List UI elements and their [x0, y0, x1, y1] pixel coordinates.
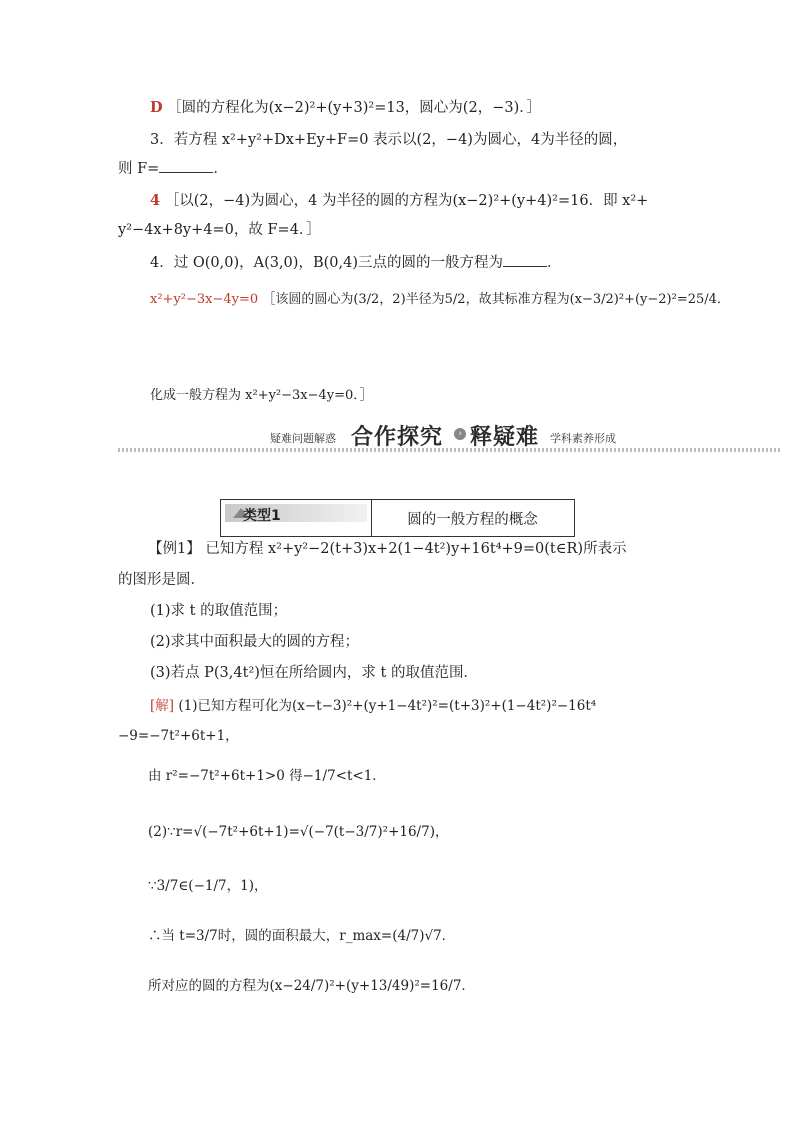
solution-step-6 — [148, 976, 708, 996]
question-3-text-b: 则 F= — [118, 161, 160, 177]
answer-4 — [150, 290, 730, 310]
solution-step-2-text: 由 r²=−7t²+6t+1>0 得−1/7<t<1． — [148, 768, 386, 784]
answer-4-end-text: 化成一般方程为 x²+y²−3x−4y=0．］ — [150, 388, 373, 403]
solution-step-5 — [148, 926, 708, 946]
answer-3-text: ［以(2，−4)为圆心，4 为半径的圆的方程为(x−2)²+(y+4)²=16．即 x²+ — [164, 193, 649, 209]
example-statement-text-b: 的图形是圆． — [118, 572, 205, 588]
answer-letter: D — [150, 99, 163, 116]
example-part-1 — [150, 601, 710, 621]
type-box — [220, 499, 575, 537]
banner-arrow-icon: › — [454, 428, 466, 440]
answer-4-text: ［该圆的圆心为(3/2，2)半径为5/2，故其标准方程为(x−3/2)²+(y−2)²=25/4． — [262, 292, 730, 307]
answer-3-cont — [118, 220, 678, 240]
answer-line-2 — [150, 98, 710, 118]
solution-step-1-text-b: −9=−7t²+6t+1， — [118, 728, 239, 744]
answer-blank — [503, 253, 547, 267]
question-4-text: 4．过 O(0,0)，A(3,0)，B(0,4)三点的圆的一般方程为 — [150, 255, 503, 271]
answer-3 — [150, 191, 710, 211]
solution-step-6-text: 所对应的圆的方程为(x−24/7)²+(y+13/49)²=16/7． — [148, 978, 475, 994]
answer-3-value: 4 — [150, 192, 161, 209]
banner-heading-2: 释疑难 — [470, 425, 540, 450]
example-statement-text: 已知方程 x²+y²−2(t+3)x+2(1−4t²)y+16t⁴+9=0(t∈R)所表示 — [205, 541, 627, 557]
answer-explanation: ［圆的方程化为(x−2)²+(y+3)²=13，圆心为(2，−3)．］ — [167, 100, 541, 116]
answer-3-text-b: y²−4x+8y+4=0，故 F=4．］ — [118, 222, 321, 238]
solution-step-5-text: ∴当 t=3/7时，圆的面积最大，r_max=(4/7)√7． — [148, 928, 456, 944]
banner-heading-1: 合作探究 — [351, 425, 444, 450]
type-title: 圆的一般方程的概念 — [407, 512, 538, 528]
question-3 — [150, 130, 710, 150]
answer-4-value: x²+y²−3x−4y=0 — [150, 292, 259, 307]
banner-left-caption: 疑难问题解惑 — [270, 432, 336, 445]
solution-tag: [解] — [150, 698, 175, 714]
solution-step-2 — [148, 766, 708, 786]
example-part-3-text: (3)若点 P(3,4t²)恒在所给圆内，求 t 的取值范围． — [150, 665, 478, 681]
solution-step-3 — [148, 822, 708, 842]
type-label-box — [225, 504, 367, 522]
example-part-2-text: (2)求其中面积最大的圆的方程； — [150, 634, 360, 650]
solution-step-1 — [150, 696, 710, 716]
question-3-text: 3．若方程 x²+y²+Dx+Ey+F=0 表示以(2，−4)为圆心，4为半径的圆， — [150, 132, 628, 148]
type-label: 类型1 — [243, 508, 281, 524]
banner-rule — [118, 448, 780, 452]
solution-step-1-cont — [118, 726, 678, 746]
example-part-1-text: (1)求 t 的取值范围； — [150, 603, 288, 619]
example-part-3 — [150, 663, 710, 683]
question-3-cont: 则 F= ． — [118, 161, 228, 177]
section-banner — [118, 420, 780, 454]
example-statement-cont — [118, 570, 678, 590]
example-statement — [148, 539, 708, 559]
solution-step-4-text: ∵3/7∈(−1/7，1)， — [148, 878, 268, 894]
question-4: 4．过 O(0,0)，A(3,0)，B(0,4)三点的圆的一般方程为 ． — [150, 255, 562, 271]
solution-step-3-text: (2)∵r=√(−7t²+6t+1)=√(−7(t−3/7)²+16/7)， — [148, 824, 449, 840]
answer-4-end — [150, 386, 710, 406]
example-part-2 — [150, 632, 710, 652]
example-tag: 【例1】 — [148, 541, 201, 557]
solution-step-4 — [148, 876, 708, 896]
answer-blank — [159, 159, 213, 173]
banner-right-caption: 学科素养形成 — [550, 432, 616, 445]
solution-step-1-text: (1)已知方程可化为(x−t−3)²+(y+1−4t²)²=(t+3)²+(1−4t²)²−16t⁴ — [178, 698, 597, 714]
